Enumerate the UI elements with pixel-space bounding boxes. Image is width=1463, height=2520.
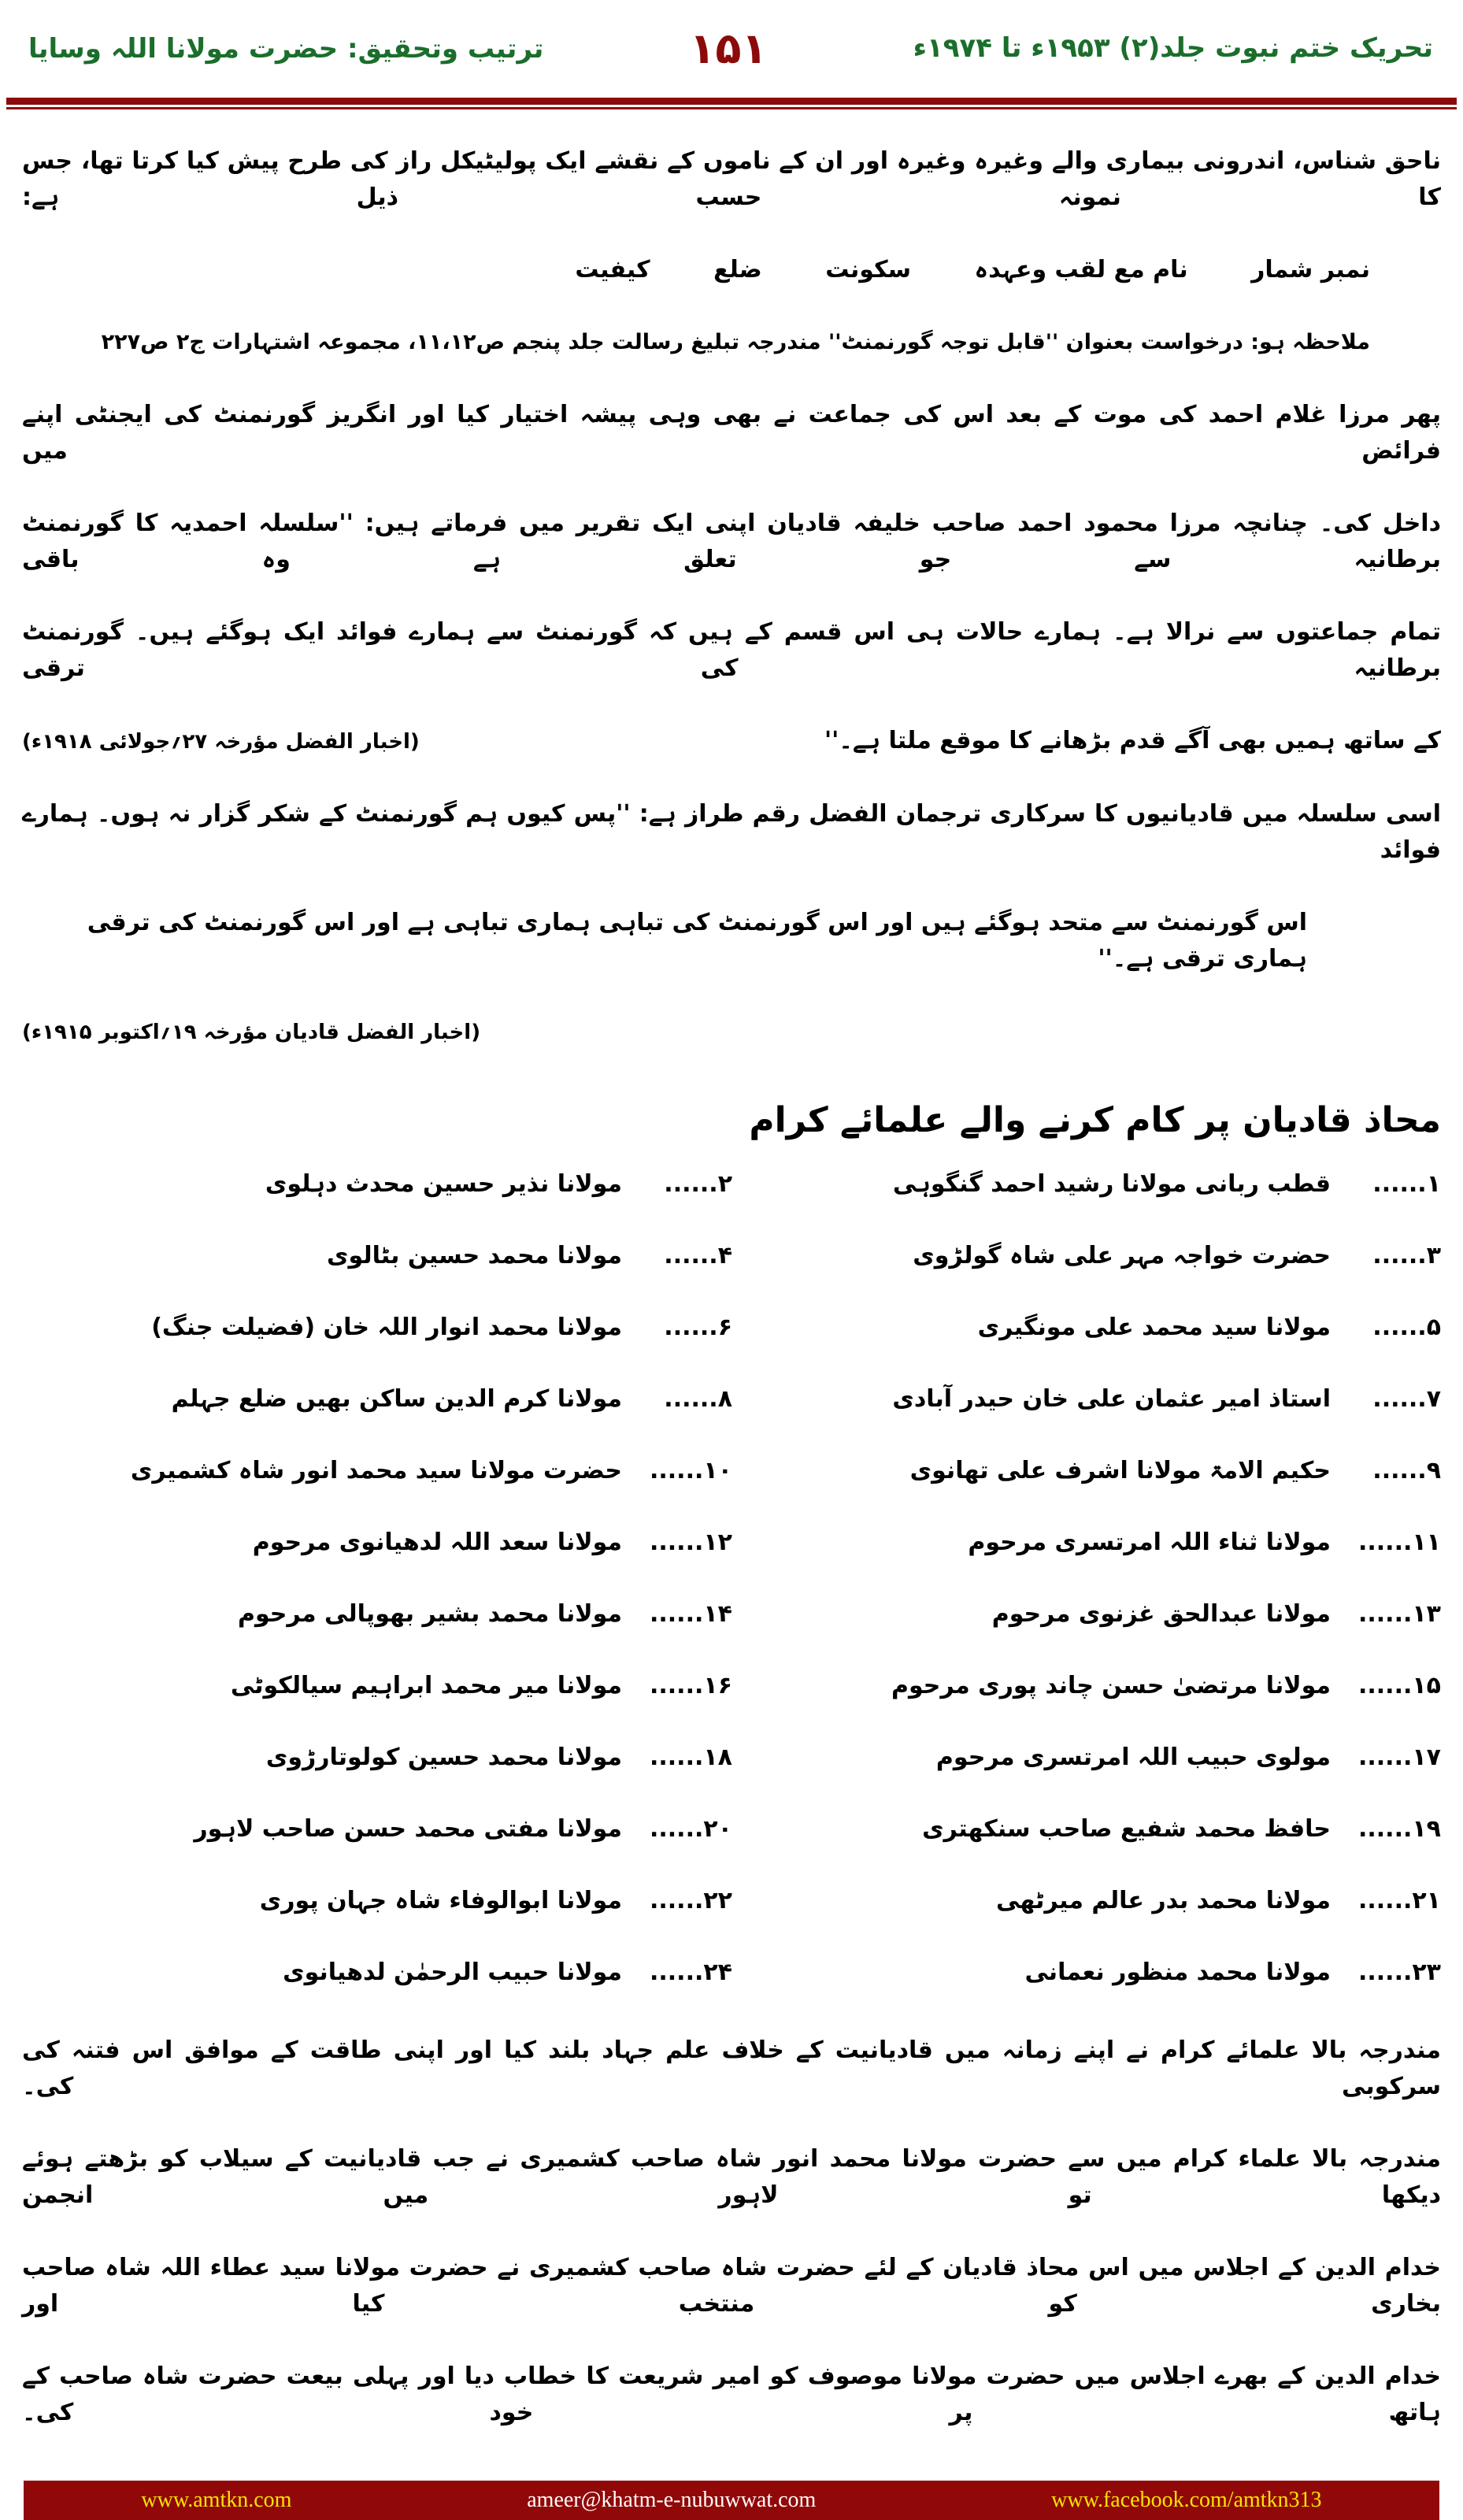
page-number: ۱۵۱ <box>689 23 768 73</box>
paragraph-line: پھر مرزا غلام احمد کی موت کے بعد اس کی جماعت نے بھی وہی پیشہ اختیار کیا اور انگریز گورنمنٹ کی ایجنٹی اپنے فرائض میں <box>22 401 1441 465</box>
item-number: ۱۳...... <box>1357 1600 1441 1628</box>
list-item <box>732 1721 1441 1793</box>
closing-line: مندرجہ بالا علمائے کرام نے اپنے زمانہ میں قادیانیت کے خلاف علم جہاد بلند کیا اور اپنی طاقت کے موافق اس فتنہ کی سرکوبی کی۔ <box>22 2036 1441 2100</box>
scholar-name: مولانا محمد حسین کولوتارڑوی <box>265 1744 622 1771</box>
paragraph-line: کے ساتھ ہمیں بھی آگے قدم بڑھانے کا موقع ملتا ہے۔'' <box>824 727 1441 754</box>
list-item <box>24 1721 732 1793</box>
closing-line: خدام الدین کے بھرے اجلاس میں حضرت مولانا موصوف کو امیر شریعت کا خطاب دیا اور پہلی بیعت حضرت شاہ صاحب کے ہاتھ پر خود کی۔ <box>22 2362 1441 2426</box>
scholar-name: مولانا نذیر حسین محدث دہلوی <box>265 1170 622 1198</box>
email-link[interactable]: ameer@khatm-e-nubuwwat.com <box>527 2488 817 2512</box>
column-label: ضلع <box>713 256 762 284</box>
list-item <box>24 1292 732 1363</box>
reference-note: ملاحظہ ہو: درخواست بعنوان ''قابل توجہ گورنمنٹ'' مندرجہ تبلیغ رسالت جلد پنجم ص۱۱،۱۲، مجموعہ اشتہارات ج۲ ص۲۲۷ <box>101 330 1370 354</box>
scholar-name: مولانا ابوالوفاء شاہ جہان پوری <box>259 1887 622 1914</box>
header-rule <box>6 98 1457 105</box>
item-number: ۱۶...... <box>649 1672 732 1699</box>
item-number: ۲۴...... <box>649 1959 732 1986</box>
list-item <box>732 1650 1441 1721</box>
list-item <box>24 1220 732 1292</box>
item-number: ۱۱...... <box>1357 1529 1441 1556</box>
closing-paragraph <box>22 2014 1441 2449</box>
page-header <box>0 0 1463 72</box>
paragraph-line: داخل کی۔ چنانچہ مرزا محمود احمد صاحب خلیفہ قادیان اپنی ایک تقریر میں فرماتے ہیں: ''سلسلہ احمدیہ کا گورنمنٹ برطانیہ سے جو تعلق ہے وہ باقی <box>22 510 1441 573</box>
book-title: تحریک ختم نبوت جلد(۲) ۱۹۵۳ء تا ۱۹۷۴ء <box>913 32 1433 64</box>
item-number: ۵...... <box>1372 1314 1441 1341</box>
list-item <box>24 1865 732 1936</box>
list-item <box>24 1435 732 1506</box>
item-number: ۲...... <box>664 1170 732 1198</box>
list-item <box>732 1578 1441 1650</box>
scholar-name: حضرت خواجہ مہر علی شاہ گولڑوی <box>913 1242 1331 1269</box>
scholar-name: مولانا محمد بدر عالم میرٹھی <box>996 1887 1331 1914</box>
scholar-name: مولانا ثناء اللہ امرتسری مرحوم <box>968 1529 1331 1556</box>
item-number: ۱۷...... <box>1357 1744 1441 1771</box>
paragraph-line: اس گورنمنٹ سے متحد ہوگئے ہیں اور اس گورنمنٹ کی تباہی ہماری تباہی ہے اور اس گورنمنٹ کی ترقی ہماری ترقی ہے۔'' <box>87 909 1307 973</box>
scholar-name: مولانا محمد بشیر بھوپالی مرحوم <box>237 1600 622 1628</box>
item-number: ۱۹...... <box>1357 1815 1441 1843</box>
item-number: ۲۱...... <box>1357 1887 1441 1914</box>
column-label: سکونت <box>825 256 912 284</box>
compiler-credit: ترتیب وتحقیق: حضرت مولانا اللہ وسایا <box>28 32 544 65</box>
citation: (اخبار الفضل قادیان مؤرخہ ۱۹؍اکتوبر ۱۹۱۵ء) <box>22 1021 481 1044</box>
item-number: ۸...... <box>664 1385 732 1413</box>
scholar-name: مولانا محمد حسین بٹالوی <box>327 1242 622 1269</box>
page-content <box>0 109 1463 2449</box>
footer-bar <box>24 2481 1439 2520</box>
citation: (اخبار الفضل مؤرخہ ۲۷؍جولائی ۱۹۱۸ء) <box>22 730 420 754</box>
scholar-name: حکیم الامۃ مولانا اشرف علی تھانوی <box>909 1457 1331 1484</box>
item-number: ۳...... <box>1372 1242 1441 1269</box>
item-number: ۱۸...... <box>649 1744 732 1771</box>
item-number: ۲۰...... <box>649 1815 732 1843</box>
scholar-list <box>22 1148 1441 2008</box>
item-number: ۲۲...... <box>649 1887 732 1914</box>
item-number: ۷...... <box>1372 1385 1441 1413</box>
item-number: ۱...... <box>1372 1170 1441 1198</box>
scholar-name: حضرت مولانا سید محمد انور شاہ کشمیری <box>130 1457 622 1484</box>
column-label: نام مع لقب وعہدہ <box>974 256 1188 284</box>
paragraph-line: اسی سلسلہ میں قادیانیوں کا سرکاری ترجمان الفضل رقم طراز ہے: ''پس کیوں ہم گورنمنٹ کے شکر گزار نہ ہوں۔ ہمارے فوائد <box>22 800 1441 864</box>
scholar-name: مولانا میر محمد ابراہیم سیالکوٹی <box>230 1672 622 1699</box>
scholar-name: مولوی حبیب اللہ امرتسری مرحوم <box>935 1744 1331 1771</box>
list-item <box>24 1148 732 1220</box>
item-number: ۲۳...... <box>1357 1959 1441 1986</box>
scholar-name: مولانا محمد انوار اللہ خان (فضیلت جنگ) <box>151 1314 622 1341</box>
scholar-name: مولانا سید محمد علی مونگیری <box>977 1314 1331 1341</box>
item-number: ۱۲...... <box>649 1529 732 1556</box>
closing-line: مندرجہ بالا علماء کرام میں سے حضرت مولانا محمد انور شاہ صاحب کشمیری نے جب قادیانیت کے سیلاب کو بڑھتے ہوئے دیکھا تو لاہور میں انجمن <box>22 2145 1441 2209</box>
scholar-name: حافظ محمد شفیع صاحب سنکھتری <box>922 1815 1331 1843</box>
quote-end-row <box>22 705 1441 778</box>
intro-line: ناحق شناس، اندرونی بیماری والے وغیرہ وغیرہ اور ان کے ناموں کے نقشے ایک پولیٹیکل راز کی طرح پیش کیا کرتا تھا، جس کا نمونہ حسب ذیل ہے: <box>22 147 1441 211</box>
website-link[interactable]: www.amtkn.com <box>141 2488 292 2512</box>
scholar-name: مولانا کرم الدین ساکن بھیں ضلع جہلم <box>171 1385 622 1413</box>
item-number: ۹...... <box>1372 1457 1441 1484</box>
list-item <box>732 1363 1441 1435</box>
table-columns <box>22 234 1441 306</box>
column-label: نمبر شمار <box>1251 256 1370 284</box>
item-number: ۴...... <box>664 1242 732 1269</box>
scholar-name: مولانا مفتی محمد حسن صاحب لاہور <box>194 1815 622 1843</box>
paragraph-line: تمام جماعتوں سے نرالا ہے۔ ہمارے حالات ہی اس قسم کے ہیں کہ گورنمنٹ سے ہمارے فوائد ایک ہوگئے ہیں۔ گورنمنٹ برطانیہ کی ترقی <box>22 618 1441 682</box>
list-item <box>24 1650 732 1721</box>
section-heading: محاذ قادیان پر کام کرنے والے علمائے کرام <box>749 1100 1441 1140</box>
facebook-link[interactable]: www.facebook.com/amtkn313 <box>1051 2488 1322 2512</box>
list-item <box>24 1793 732 1865</box>
item-number: ۱۰...... <box>649 1457 732 1484</box>
item-number: ۱۵...... <box>1357 1672 1441 1699</box>
list-item <box>732 1506 1441 1578</box>
item-number: ۱۴...... <box>649 1600 732 1628</box>
list-item <box>24 1363 732 1435</box>
scholar-name: مولانا مرتضیٰ حسن چاند پوری مرحوم <box>891 1672 1331 1699</box>
list-item <box>732 1148 1441 1220</box>
scholar-name: مولانا عبدالحق غزنوی مرحوم <box>991 1600 1331 1628</box>
list-item <box>24 1936 732 2008</box>
list-item <box>24 1578 732 1650</box>
scholar-name: مولانا حبیب الرحمٰن لدھیانوی <box>283 1959 622 1986</box>
scholar-name: استاذ امیر عثمان علی خان حیدر آبادی <box>892 1385 1331 1413</box>
list-item <box>732 1220 1441 1292</box>
list-item <box>732 1435 1441 1506</box>
item-number: ۶...... <box>664 1314 732 1341</box>
column-label: کیفیت <box>575 256 650 284</box>
list-item <box>732 1793 1441 1865</box>
list-item <box>732 1865 1441 1936</box>
scholar-name: قطب ربانی مولانا رشید احمد گنگوہی <box>892 1170 1331 1198</box>
list-item <box>732 1936 1441 2008</box>
scholar-name: مولانا محمد منظور نعمانی <box>1024 1959 1331 1986</box>
list-item <box>24 1506 732 1578</box>
citation-row <box>22 995 1441 1069</box>
list-item <box>732 1292 1441 1363</box>
closing-line: خدام الدین کے اجلاس میں اس محاذ قادیان کے لئے حضرت شاہ صاحب کشمیری نے حضرت مولانا سید عطاء اللہ شاہ صاحب بخاری کو منتخب کیا اور <box>22 2254 1441 2318</box>
scholar-name: مولانا سعد اللہ لدھیانوی مرحوم <box>252 1529 622 1556</box>
